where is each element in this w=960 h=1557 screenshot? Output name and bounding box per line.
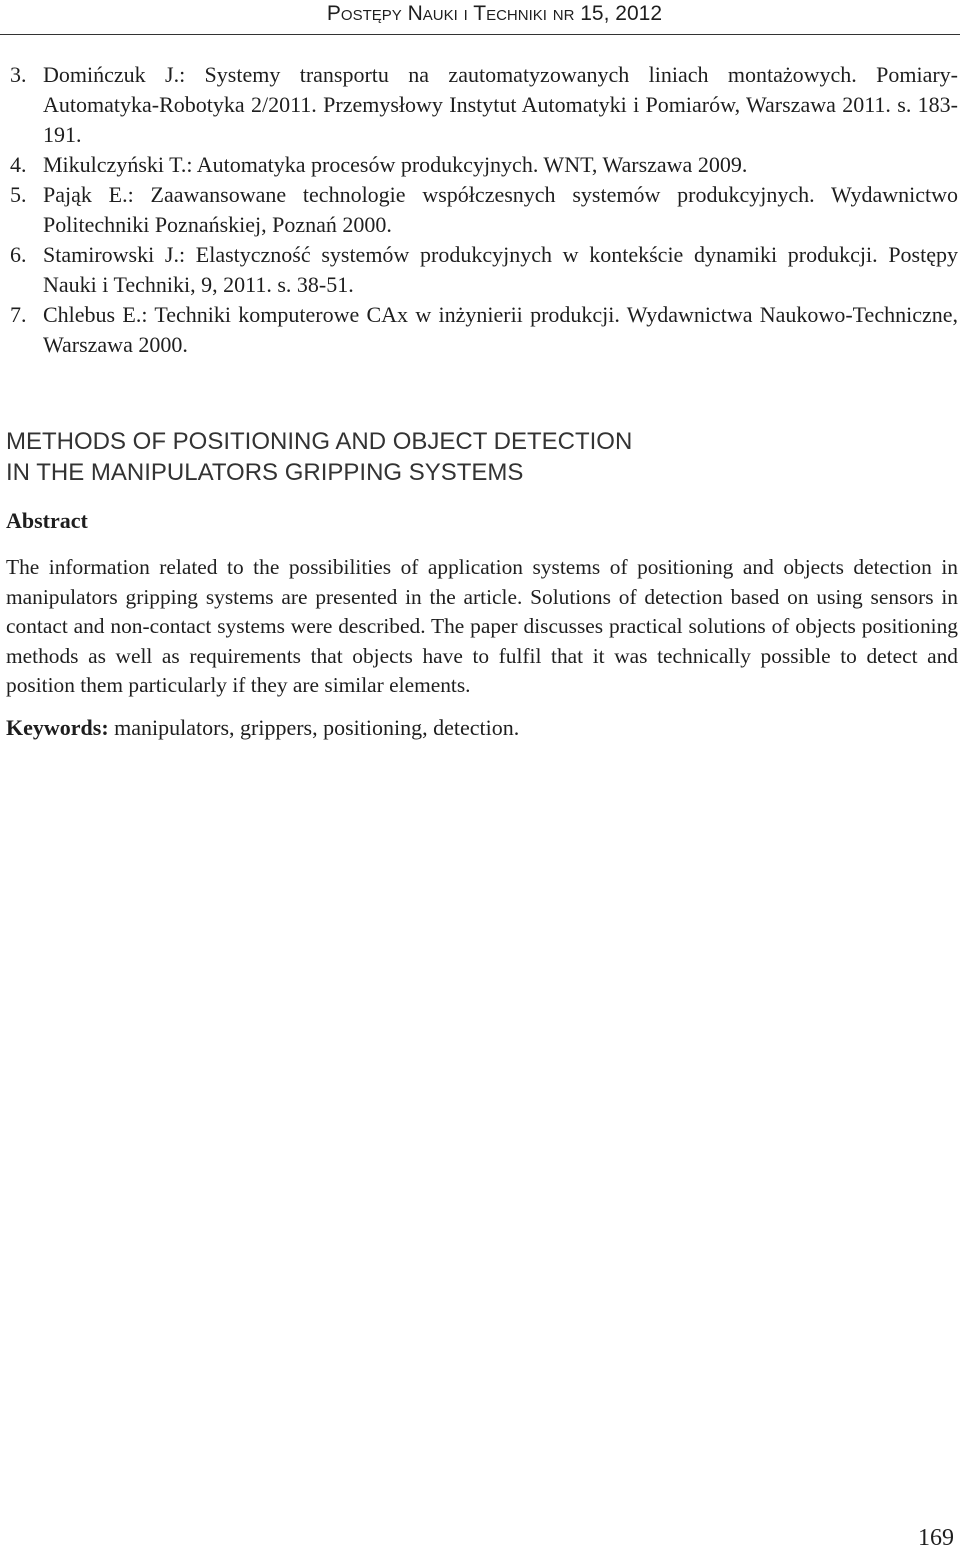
reference-text: Mikulczyński T.: Automatyka procesów produkcyjnych. WNT, Warszawa 2009. bbox=[43, 152, 748, 177]
reference-number: 5. bbox=[10, 182, 27, 207]
article-title bbox=[6, 426, 946, 488]
reference-item bbox=[10, 240, 958, 300]
reference-number: 7. bbox=[10, 302, 27, 327]
keywords-text: manipulators, grippers, positioning, detection. bbox=[108, 715, 520, 740]
reference-item bbox=[10, 180, 958, 240]
running-header: Postępy Nauki i Techniki nr 15, 2012 bbox=[326, 2, 662, 25]
reference-item bbox=[10, 150, 958, 180]
header-rule bbox=[0, 34, 960, 35]
reference-number: 3. bbox=[10, 62, 27, 87]
reference-item bbox=[10, 300, 958, 360]
reference-number: 6. bbox=[10, 242, 27, 267]
keywords bbox=[6, 715, 519, 741]
page-number: 169 bbox=[918, 1525, 954, 1551]
reference-text: Stamirowski J.: Elastyczność systemów produkcyjnych w kontekście dynamiki produkcji. Postępy Nauki i Techniki, 9, 2011. s. 38-51. bbox=[43, 242, 958, 297]
article-title-line-2: IN THE MANIPULATORS GRIPPING SYSTEMS bbox=[6, 459, 524, 486]
article-title-line-1: METHODS OF POSITIONING AND OBJECT DETECTION bbox=[6, 428, 633, 455]
reference-text: Domińczuk J.: Systemy transportu na zautomatyzowanych liniach montażowych. Pomiary-Automatyka-Robotyka 2/2011. Przemysłowy Instytut Automatyki i Pomiarów, Warszawa 2011. s. 183-191. bbox=[43, 62, 958, 147]
abstract-heading: Abstract bbox=[6, 508, 88, 533]
reference-text: Pająk E.: Zaawansowane technologie współczesnych systemów produkcyjnych. Wydawnictwo Politechniki Poznańskiej, Poznań 2000. bbox=[43, 182, 958, 237]
reference-text: Chlebus E.: Techniki komputerowe CAx w inżynierii produkcji. Wydawnictwa Naukowo-Techniczne, Warszawa 2000. bbox=[43, 302, 958, 357]
reference-number: 4. bbox=[10, 152, 27, 177]
abstract-text: The information related to the possibilities of application systems of positioning and objects detection in manipulators gripping systems are presented in the article. Solutions of detection based on using sensors in contact and non-contact systems were described. The paper discusses practical solutions of objects positioning methods as well as requirements that objects have to fulfil that it was technically possible to detect and position them particularly if they are similar elements. bbox=[6, 555, 958, 698]
keywords-label: Keywords: bbox=[6, 715, 109, 740]
reference-item bbox=[10, 60, 958, 150]
reference-list bbox=[10, 60, 958, 360]
